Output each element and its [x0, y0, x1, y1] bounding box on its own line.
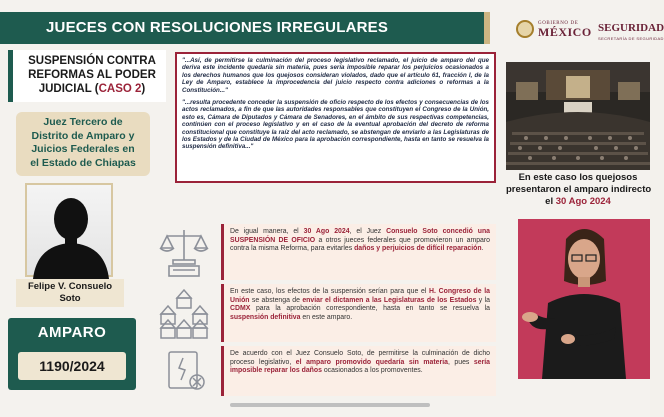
amparo-box: [8, 318, 136, 390]
amparo-number: 1190/2024: [18, 352, 126, 380]
case-line-3c: ): [141, 83, 146, 95]
row2-highlight-1: H. Congreso de la Unión: [230, 288, 490, 304]
quote-paragraph-1: "...Así, de permitirse la culminación del proceso legislativo reclamado, el juicio de amparo del que deriva este incidente quedaría sin materia, pues sería imposible reparar los perjuicios ocasionados a los derechos humanos que los quejosos consideran violados, dado que el artículo 61, fracción I, de la Ley de Amparo, establece la improcedencia del juicio respecto contra adiciones o reformas a la Constitución...": [182, 57, 489, 94]
row2-text-3: y la: [476, 296, 490, 304]
case-line-2: REFORMAS AL PODER: [28, 69, 156, 81]
row2-text-2: se abstenga de: [249, 296, 303, 304]
case-title-box: [8, 50, 166, 102]
court-line-2: Distrito de Amparo y: [31, 129, 135, 142]
buildings-icon: [155, 284, 213, 342]
sign-language-interpreter-video: [518, 219, 650, 379]
court-box: [16, 112, 150, 176]
row1-text-3: a otros jueces federales que promovieron un amparo contra la misma Reforma, para evitarles: [230, 236, 490, 253]
case-number-label: CASO 2: [98, 83, 142, 95]
eagle-seal-icon: [516, 20, 534, 38]
row3-highlight-1: el amparo promovido quedaría sin materia: [295, 358, 448, 366]
gobierno-mexico-logo: [516, 20, 592, 38]
judge-name: [16, 279, 124, 307]
row1-highlight-3: daños y perjuicios de difícil reparación: [354, 245, 482, 253]
chamber-photo: [506, 62, 650, 170]
logo-gob-small: GOBIERNO DE: [538, 20, 579, 26]
caption-line-3a: el: [545, 196, 556, 207]
scrollbar[interactable]: [230, 403, 430, 407]
court-line-1: Juez Tercero de: [43, 116, 123, 128]
case-line-1: SUSPENSIÓN CONTRA: [28, 55, 156, 67]
seguridad-logo-sub: SECRETARÍA DE SEGURIDAD: [598, 36, 664, 41]
caption-line-2: presentaron el amparo indirecto: [506, 184, 652, 195]
caption-date: 30 Ago 2024: [555, 196, 611, 207]
info-row-1: [155, 224, 496, 280]
row3-text-2: , pues: [447, 358, 474, 366]
caption-line-1: En este caso los quejosos: [518, 172, 638, 183]
row2-text-1: En este caso, los efectos de la suspensión serían para que el: [230, 288, 430, 295]
person-silhouette-icon: [27, 185, 115, 279]
row2-highlight-4: suspensión definitiva: [230, 313, 301, 321]
broken-document-icon: [155, 346, 213, 396]
row2-text-4: para la aprobación correspondiente, hasta en tanto se resuelva la: [250, 305, 490, 313]
row2-highlight-2: enviar el dictamen a las Legislaturas de los Estados: [302, 296, 477, 304]
info-row-3-text-box: [221, 346, 496, 396]
row3-text-3: ocasionados a los promoventes.: [321, 367, 423, 375]
info-row-2: [155, 284, 496, 342]
row2-text-5: en este amparo.: [300, 313, 353, 321]
right-caption: [506, 172, 650, 208]
quote-paragraph-2: "...resulta procedente conceder la suspensión de oficio respecto de los efectos y consecuencias de los actos reclamados, a fin de que las autoridades responsables que constituyen el Congreso de la Unión, esto es, Cámara de Diputados y Cámara de Senadores, en el ámbito de sus respectivas competencias, continúen con el proceso legislativo y en el caso de la eventual aprobación del decreto de reforma constitucional que constituye la raíz del acto reclamado, se abstengan de enviarlo a las Legislaturas de los Estados y de la Ciudad de México para la aprobación correspondiente, hasta en tanto se resuelva la suspensión definitiva...": [182, 99, 489, 151]
logo-gob-big: MÉXICO: [538, 24, 592, 39]
row1-text-4: .: [481, 245, 484, 253]
info-row-2-text-box: [221, 284, 496, 342]
page-title: JUECES CON RESOLUCIONES IRREGULARES: [46, 19, 389, 36]
quote-box: [175, 52, 496, 183]
judge-silhouette-photo: [25, 183, 113, 277]
court-line-4: el Estado de Chiapas: [30, 156, 136, 169]
row2-highlight-3: CDMX: [230, 305, 251, 313]
info-row-1-text-box: [221, 224, 496, 280]
row1-text-1: De igual manera, el: [230, 228, 304, 235]
seguridad-logo: SEGURIDAD: [598, 22, 664, 34]
row1-date: 30 Ago 2024: [303, 228, 350, 235]
case-line-3a: JUDICIAL (: [38, 83, 99, 95]
scales-of-justice-icon: [155, 224, 213, 280]
row1-text-2: , el Juez: [349, 228, 387, 235]
court-line-3: Juicios Federales en: [31, 143, 135, 155]
judge-name-line-2: Soto: [59, 293, 81, 304]
info-row-3: [155, 346, 496, 396]
header-banner: [0, 12, 490, 44]
judge-name-line-1: Felipe V. Consuelo: [27, 281, 113, 292]
row1-highlight-2: Consuelo Soto concedió una SUSPENSIÓN DE OFICIO: [230, 228, 490, 244]
row3-highlight-2: sería imposible reparar los daños: [230, 358, 490, 375]
row3-text-1: De acuerdo con el Juez Consuelo Soto, de permitirse la culminación de dicho proceso legislativo,: [230, 350, 490, 366]
amparo-label: AMPARO: [37, 324, 107, 341]
